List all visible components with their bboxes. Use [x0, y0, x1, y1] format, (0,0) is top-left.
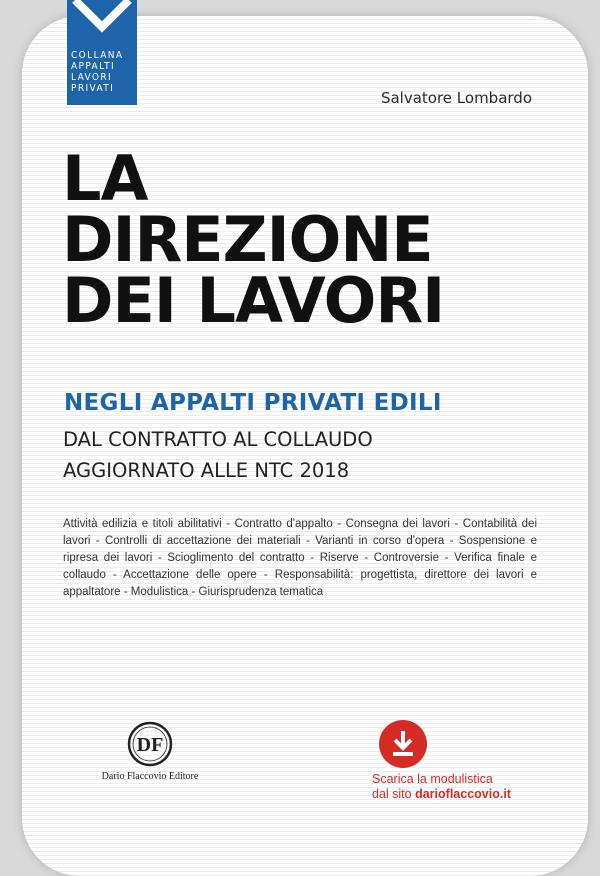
series-label — [71, 50, 135, 94]
publisher-logo — [95, 720, 205, 782]
series-line: PRIVATI — [71, 83, 115, 94]
title-line: LA — [62, 142, 148, 215]
publisher-name: Dario Flaccovio Editore — [101, 771, 199, 782]
title-line: DIREZIONE — [62, 203, 433, 276]
ribbon-chevron-icon — [67, 0, 137, 40]
download-line1: Scarica la modulistica — [372, 772, 493, 786]
author-name: Salvatore Lombardo — [380, 89, 532, 107]
svg-text:DF: DF — [136, 734, 164, 756]
topics-description: Attività edilizia e titoli abilitativi - Contratto d'appalto - Consegna dei lavori - Contabilità dei lavori - Controlli di accettazione dei materiali - Varianti in corso d'opera - Sospensione e ripresa dei lavori - Scioglimento del contratto - Riserve - Controversie - Verifica finale e collaudo - Accettazione delle opere - Responsabilità: progettista, direttore dei lavori e appaltatore - Modulistica - Giurisprudenza tematica — [63, 518, 537, 598]
publisher-monogram-icon — [126, 720, 174, 768]
download-site-link[interactable]: darioflaccovio.it — [415, 787, 511, 801]
tagline-ntc: AGGIORNATO ALLE NTC 2018 — [63, 459, 350, 482]
download-badge[interactable] — [379, 720, 427, 768]
book-subtitle: NEGLI APPALTI PRIVATI EDILI — [64, 390, 442, 416]
download-promo[interactable] — [372, 720, 522, 802]
download-caption — [372, 772, 522, 802]
series-line: COLLANA — [71, 50, 124, 61]
tagline-contract: DAL CONTRATTO AL COLLAUDO — [63, 428, 373, 451]
download-icon — [379, 720, 427, 768]
series-line: APPALTI — [71, 61, 116, 72]
title-line: DEI LAVORI — [62, 264, 445, 337]
download-line2: dal sito darioflaccovio.it — [372, 787, 511, 801]
book-title — [62, 142, 445, 337]
series-line: LAVORI — [71, 72, 113, 83]
